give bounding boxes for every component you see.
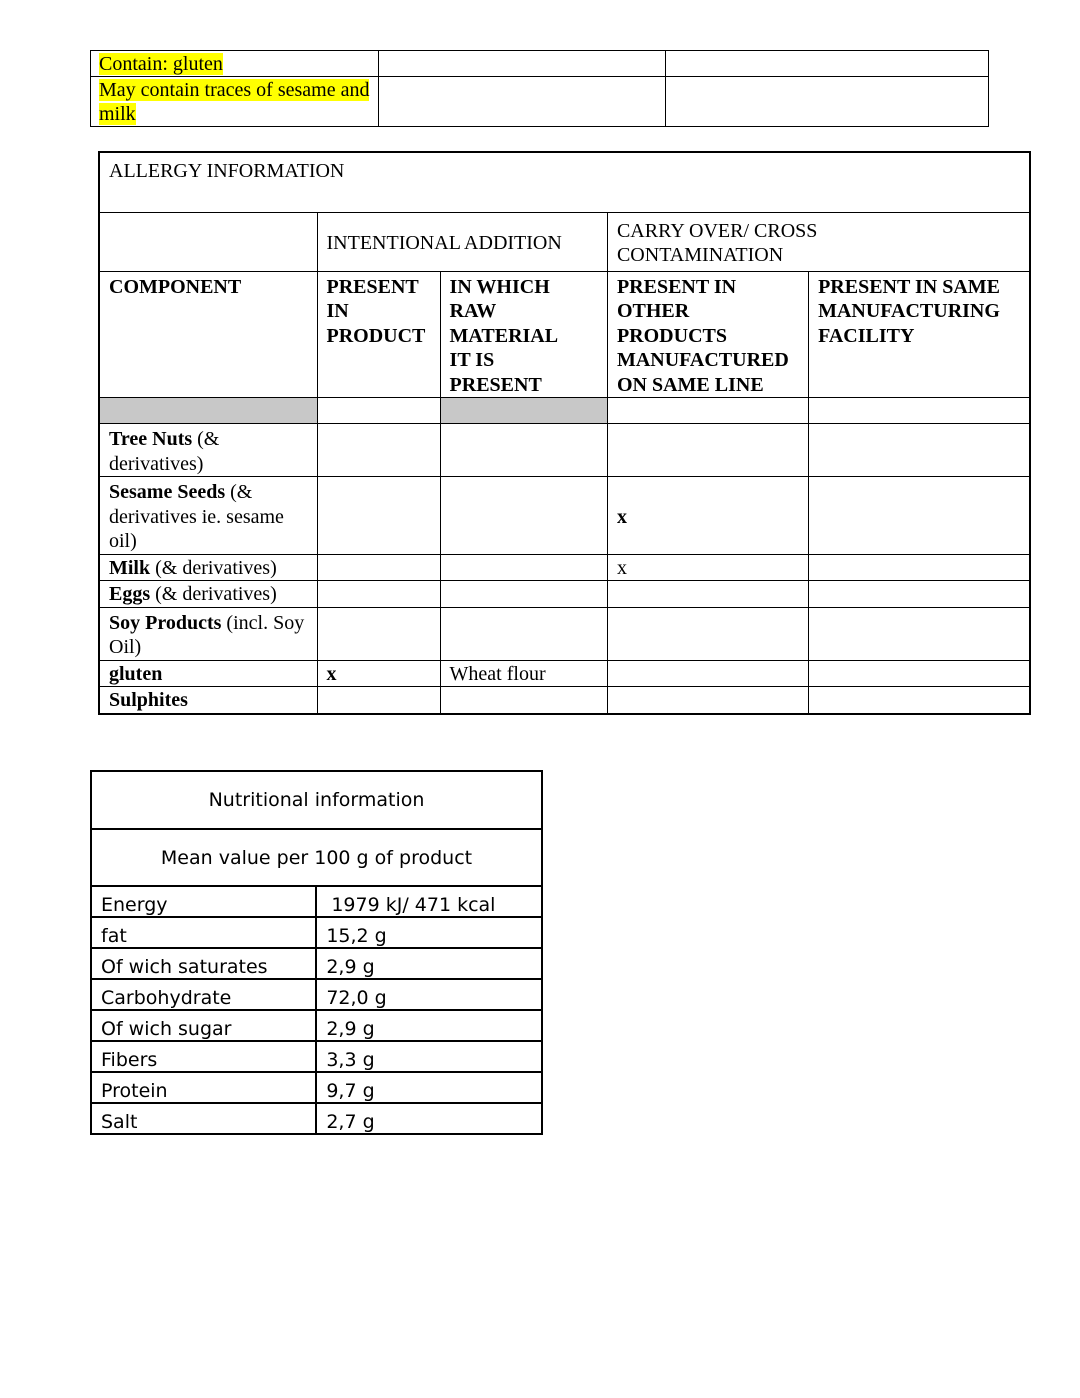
allergen-statement-table — [90, 50, 989, 127]
table-row — [99, 607, 1030, 660]
nutrient-value: 3,3 g — [316, 1041, 542, 1072]
raw-material-cell — [440, 607, 607, 660]
present-cell — [317, 687, 440, 714]
same-facility-cell — [809, 554, 1030, 581]
nutrition-subtitle: Mean value per 100 g of product — [91, 829, 542, 886]
table-row — [99, 212, 1030, 271]
table-row — [91, 77, 989, 127]
component-detail: (& derivatives ie. sesame oil) — [109, 481, 284, 552]
table-cell — [91, 77, 379, 127]
same-line-cell — [607, 581, 808, 608]
nutrient-value: 2,9 g — [316, 948, 542, 979]
table-row — [99, 424, 1030, 477]
table-row — [99, 477, 1030, 555]
present-cell — [317, 554, 440, 581]
may-contain-statement: May contain traces of sesame and milk — [99, 79, 370, 125]
column-header-row — [99, 271, 1030, 398]
component-name: Sulphites — [109, 689, 188, 711]
header-raw-material: IN WHICH RAW MATERIAL IT IS PRESENT — [440, 271, 607, 398]
shaded-cell — [99, 398, 317, 424]
table-row — [99, 687, 1030, 714]
table-cell — [666, 77, 989, 127]
component-detail: (& derivatives) — [150, 556, 277, 579]
allergy-table — [98, 151, 1031, 715]
same-facility-cell — [809, 687, 1030, 714]
raw-material-cell — [440, 477, 607, 555]
table-row — [91, 979, 542, 1010]
nutrient-label: Of wich saturates — [91, 948, 316, 979]
nutrient-label: Salt — [91, 1103, 316, 1134]
allergy-title: ALLERGY INFORMATION — [99, 152, 1030, 212]
same-line-cell — [607, 607, 808, 660]
nutrient-value: 9,7 g — [316, 1072, 542, 1103]
table-row — [91, 51, 989, 77]
table-row — [91, 1041, 542, 1072]
component-name: Eggs — [109, 583, 151, 605]
nutrient-value: 2,7 g — [316, 1103, 542, 1134]
component-cell — [99, 687, 317, 714]
table-row — [91, 886, 542, 917]
raw-material-cell: Wheat flour — [440, 660, 607, 687]
group-intentional-addition: INTENTIONAL ADDITION — [317, 212, 607, 271]
nutrient-value: 2,9 g — [316, 1010, 542, 1041]
same-line-cell: x — [607, 554, 808, 581]
component-cell — [99, 554, 317, 581]
table-cell — [378, 77, 666, 127]
nutrient-value: 15,2 g — [316, 917, 542, 948]
nutrient-label: Fibers — [91, 1041, 316, 1072]
table-row — [91, 771, 542, 829]
header-component: COMPONENT — [99, 271, 317, 398]
same-line-cell — [607, 687, 808, 714]
table-cell — [666, 51, 989, 77]
table-row — [99, 152, 1030, 212]
present-cell — [317, 477, 440, 555]
present-cell — [317, 607, 440, 660]
header-same-facility: PRESENT IN SAME MANUFACTURING FACILITY — [809, 271, 1030, 398]
group-carry-over: CARRY OVER/ CROSS CONTAMINATION — [607, 212, 1030, 271]
component-detail: (& derivatives) — [150, 583, 277, 605]
present-cell: x — [317, 660, 440, 687]
component-detail: (& derivatives) — [109, 428, 220, 475]
present-cell — [317, 581, 440, 608]
raw-material-cell — [440, 687, 607, 714]
table-row — [91, 917, 542, 948]
table-cell — [317, 398, 440, 424]
nutrient-label: Carbohydrate — [91, 979, 316, 1010]
table-row — [91, 1103, 542, 1134]
table-row — [99, 554, 1030, 581]
same-line-cell: x — [607, 477, 808, 555]
spacer-row — [99, 398, 1030, 424]
table-cell — [378, 51, 666, 77]
nutrient-value: 1979 kJ/ 471 kcal — [316, 886, 542, 917]
nutrient-label: Protein — [91, 1072, 316, 1103]
component-name: Tree Nuts — [109, 428, 193, 450]
component-cell — [99, 607, 317, 660]
component-name: Milk — [109, 556, 151, 579]
table-row — [91, 1072, 542, 1103]
same-facility-cell — [809, 477, 1030, 555]
component-cell — [99, 424, 317, 477]
table-cell — [607, 398, 808, 424]
same-facility-cell — [809, 660, 1030, 687]
table-row — [99, 581, 1030, 608]
raw-material-cell — [440, 581, 607, 608]
header-present-in-product: PRESENT IN PRODUCT — [317, 271, 440, 398]
table-row — [99, 660, 1030, 687]
component-name: gluten — [109, 662, 163, 685]
component-detail: (incl. Soy Oil) — [109, 611, 305, 658]
nutrient-label: fat — [91, 917, 316, 948]
same-facility-cell — [809, 424, 1030, 477]
same-line-cell — [607, 424, 808, 477]
component-name: Soy Products — [109, 611, 222, 634]
nutrition-title: Nutritional information — [91, 771, 542, 829]
nutrient-value: 72,0 g — [316, 979, 542, 1010]
present-cell — [317, 424, 440, 477]
header-same-line: PRESENT IN OTHER PRODUCTS MANUFACTURED ON SAME LINE — [607, 271, 808, 398]
same-facility-cell — [809, 607, 1030, 660]
table-row — [91, 948, 542, 979]
table-cell — [91, 51, 379, 77]
table-row — [91, 1010, 542, 1041]
nutrition-table — [90, 770, 543, 1135]
component-name: Sesame Seeds — [109, 481, 226, 503]
same-line-cell — [607, 660, 808, 687]
nutrient-label: Of wich sugar — [91, 1010, 316, 1041]
contains-statement: Contain: gluten — [99, 53, 223, 75]
table-cell — [809, 398, 1030, 424]
component-cell — [99, 581, 317, 608]
raw-material-cell — [440, 424, 607, 477]
nutrient-label: Energy — [91, 886, 316, 917]
same-facility-cell — [809, 581, 1030, 608]
shaded-cell — [440, 398, 607, 424]
raw-material-cell — [440, 554, 607, 581]
table-row — [91, 829, 542, 886]
component-cell — [99, 477, 317, 555]
table-cell — [99, 212, 317, 271]
component-cell — [99, 660, 317, 687]
